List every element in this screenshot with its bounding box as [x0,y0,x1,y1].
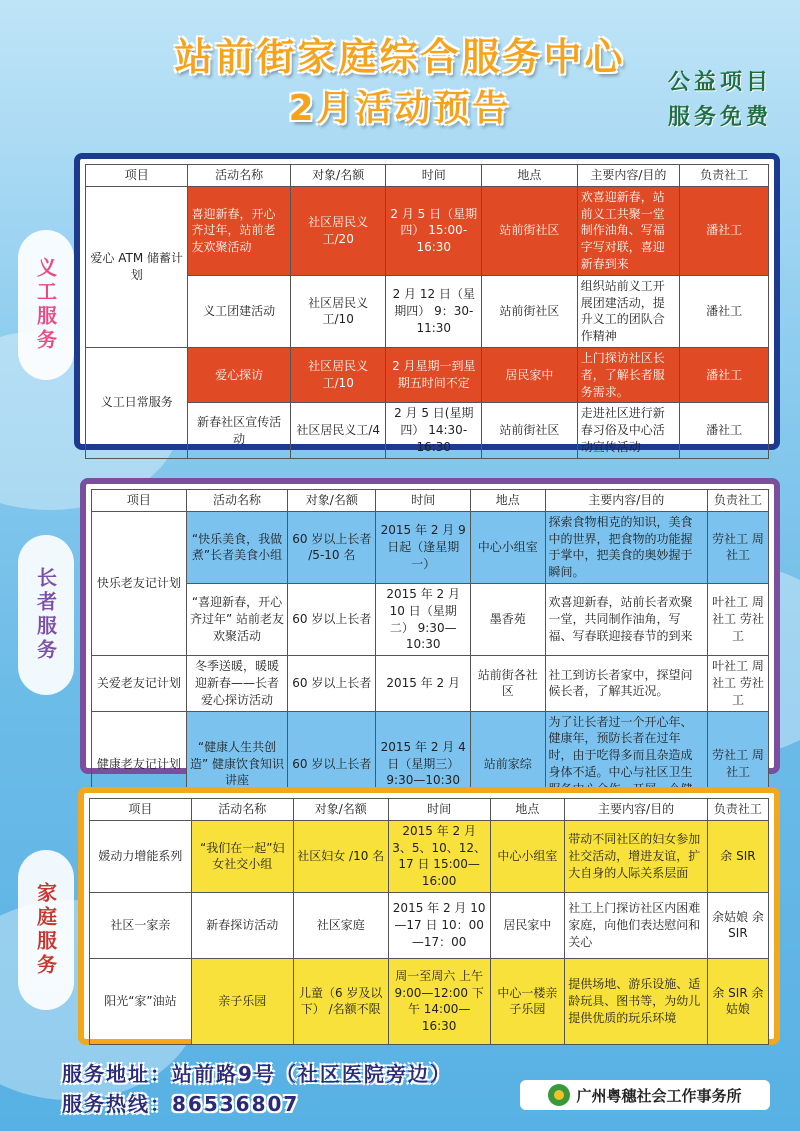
time-cell: 2 月 12 日（星期四） 9：30-11:30 [386,275,482,347]
target-cell: 60 岁以上长者 [288,583,376,655]
activity-name-cell: 爱心探访 [188,347,290,402]
col-header: 活动名称 [191,799,293,821]
family-section-tab [18,850,74,1010]
content-cell: 带动不同社区的妇女参加社交活动，增进友谊，扩大自身的人际关系层面 [565,820,708,892]
col-header: 对象/名额 [293,799,388,821]
col-header: 地点 [482,165,578,187]
time-cell: 2015 年 2 月 4 日（星期三） 9:30—10:30 [376,711,471,817]
col-header: 负责社工 [708,490,769,512]
staff-cell: 余 SIR 余姑娘 [707,958,768,1044]
table-row [86,347,769,402]
col-header: 对象/名额 [290,165,386,187]
project-cell: 阳光“家”油站 [90,958,192,1044]
table-row [92,656,769,711]
activity-name-cell: 新春社区宣传活动 [188,403,290,458]
volunteer-section-label: 义工服务 [33,257,58,353]
elderly-section-label: 长者服务 [33,567,58,663]
place-cell: 中心小组室 [471,511,545,583]
organization-badge [520,1080,770,1110]
table-row [90,958,769,1044]
col-header: 项目 [86,165,188,187]
project-cell: 义工日常服务 [86,347,188,458]
place-cell: 居民家中 [490,892,565,958]
staff-cell: 潘社工 [680,186,769,275]
target-cell: 社区居民义工/20 [290,186,386,275]
col-header: 主要内容/目的 [565,799,708,821]
activity-name-cell: 新春探访活动 [191,892,293,958]
target-cell: 60 岁以上长者 [288,711,376,817]
activity-name-cell: “喜迎新春，开心齐过年” 站前老友欢聚活动 [186,583,288,655]
staff-cell: 叶社工 周社工 劳社工 [708,583,769,655]
content-cell: 欢喜迎新春，站前长者欢聚一堂，共同制作油角，写福、写春联迎接春节的到来 [545,583,707,655]
free-label-2: 服务免费 [667,105,772,130]
time-cell: 2 月 5 日（星期四） 15:00-16:30 [386,186,482,275]
col-header: 时间 [376,490,471,512]
volunteer-section-tab [18,230,74,380]
table-header-row [92,490,769,512]
table-row [86,403,769,458]
elderly-table [91,489,769,817]
target-cell: 社区妇女 /10 名 [293,820,388,892]
staff-cell: 叶社工 周社工 劳社工 [708,656,769,711]
content-cell: 上门探访社区长者，了解长者服务需求。 [577,347,679,402]
col-header: 活动名称 [186,490,288,512]
col-header: 活动名称 [188,165,290,187]
table-header-row [90,799,769,821]
content-cell: 走进社区进行新春习俗及中心活动宣传活动 [577,403,679,458]
page-subtitle: 2月活动预告 [288,88,512,129]
staff-cell: 余 SIR [707,820,768,892]
table-row [92,511,769,583]
place-cell: 站前家综 [471,711,545,817]
target-cell: 儿童（6 岁及以下） /名额不限 [293,958,388,1044]
free-label-1: 公益项目 [667,70,772,95]
time-cell: 周一至周六 上午 9:00—12:00 下午 14:00—16:30 [388,958,490,1044]
content-cell: 组织站前义工开展团建活动，提升义工的团队合作精神 [577,275,679,347]
table-row [90,892,769,958]
project-cell: 社区一家亲 [90,892,192,958]
service-hotline: 服务热线：86536807 [62,1092,300,1116]
family-section-label: 家庭服务 [33,882,58,978]
target-cell: 60 岁以上长者 /5-10 名 [288,511,376,583]
target-cell: 60 岁以上长者 [288,656,376,711]
staff-cell: 潘社工 [680,275,769,347]
time-cell: 2015 年 2 月 10—17 日 10：00—17：00 [388,892,490,958]
content-cell: 社工上门探访社区内困难家庭，向他们表达慰问和关心 [565,892,708,958]
place-cell: 站前街社区 [482,403,578,458]
content-cell: 欢喜迎新春，站前义工共聚一堂制作油角、写福字写对联，喜迎新春到来 [577,186,679,275]
staff-cell: 潘社工 [680,403,769,458]
col-header: 地点 [490,799,565,821]
elderly-section-tab [18,535,74,695]
staff-cell: 劳社工 周社工 [708,511,769,583]
col-header: 主要内容/目的 [545,490,707,512]
time-cell: 2 月 5 日(星期四） 14:30-16:30 [386,403,482,458]
page-title: 站前街家庭综合服务中心 [174,35,626,79]
project-cell: 关爱老友记计划 [92,656,187,711]
activity-name-cell: 冬季送暖，暖暖迎新春——长者爱心探访活动 [186,656,288,711]
volunteer-table [85,164,769,459]
col-header: 项目 [90,799,192,821]
col-header: 时间 [386,165,482,187]
place-cell: 墨香苑 [471,583,545,655]
place-cell: 中心小组室 [490,820,565,892]
elderly-panel [80,478,780,788]
staff-cell: 劳社工 周社工 [708,711,769,817]
col-header: 主要内容/目的 [577,165,679,187]
col-header: 负责社工 [707,799,768,821]
col-header: 负责社工 [680,165,769,187]
target-cell: 社区家庭 [293,892,388,958]
col-header: 时间 [388,799,490,821]
col-header: 对象/名额 [288,490,376,512]
project-cell: 健康老友记计划 [92,711,187,817]
target-cell: 社区居民义工/10 [290,347,386,402]
content-cell: 为了让长者过一个开心年、健康年，预防长者在过年时，由于吃得多而且杂造成身体不适。中心与社区卫生 [545,711,707,817]
project-cell: 快乐老友记计划 [92,511,187,655]
family-panel [78,787,780,1045]
target-cell: 社区居民义工/10 [290,275,386,347]
place-cell: 站前街各社区 [471,656,545,711]
time-cell: 2 月星期一到星期五时间不定 [386,347,482,402]
time-cell: 2015 年 2 月 [376,656,471,711]
time-cell: 2015 年 2 月 3、5、10、12、17 日 15:00—16:00 [388,820,490,892]
project-cell: 媛动力增能系列 [90,820,192,892]
table-row [90,820,769,892]
activity-name-cell: “健康人生共创造” 健康饮食知识讲座 [186,711,288,817]
table-row [86,186,769,275]
activity-name-cell: 义工团建活动 [188,275,290,347]
staff-cell: 潘社工 [680,347,769,402]
table-row [86,275,769,347]
place-cell: 中心一楼亲子乐园 [490,958,565,1044]
place-cell: 站前街社区 [482,275,578,347]
place-cell: 站前街社区 [482,186,578,275]
target-cell: 社区居民义工/4 [290,403,386,458]
place-cell: 居民家中 [482,347,578,402]
organization-logo-icon [548,1084,570,1106]
activity-name-cell: 亲子乐园 [191,958,293,1044]
time-cell: 2015 年 2 月 10 日（星期二） 9:30—10:30 [376,583,471,655]
table-header-row [86,165,769,187]
volunteer-panel [74,153,780,454]
organization-name: 广州粤穗社会工作事务所 [576,1086,742,1105]
project-cell: 爱心 ATM 储蓄计划 [86,186,188,347]
family-table [89,798,769,1045]
col-header: 地点 [471,490,545,512]
service-address: 服务地址：站前路9号（社区医院旁边） [62,1062,452,1086]
activity-name-cell: “快乐美食，我做煮”长者美食小组 [186,511,288,583]
content-cell: 提供场地、游乐设施、适龄玩具、图书等，为幼儿提供优质的玩乐环境 [565,958,708,1044]
col-header: 项目 [92,490,187,512]
activity-name-cell: “我们在一起”妇女社交小组 [191,820,293,892]
staff-cell: 余姑娘 余 SIR [707,892,768,958]
content-cell: 探索食物相克的知识，美食中的世界，把食物的功能握于掌中，把美食的奥妙握于瞬间。 [545,511,707,583]
content-cell: 社工到访长者家中，探望问候长者，了解其近况。 [545,656,707,711]
table-row [92,583,769,655]
time-cell: 2015 年 2 月 9 日起（逢星期一） [376,511,471,583]
activity-name-cell: 喜迎新春，开心齐过年，站前老友欢聚活动 [188,186,290,275]
